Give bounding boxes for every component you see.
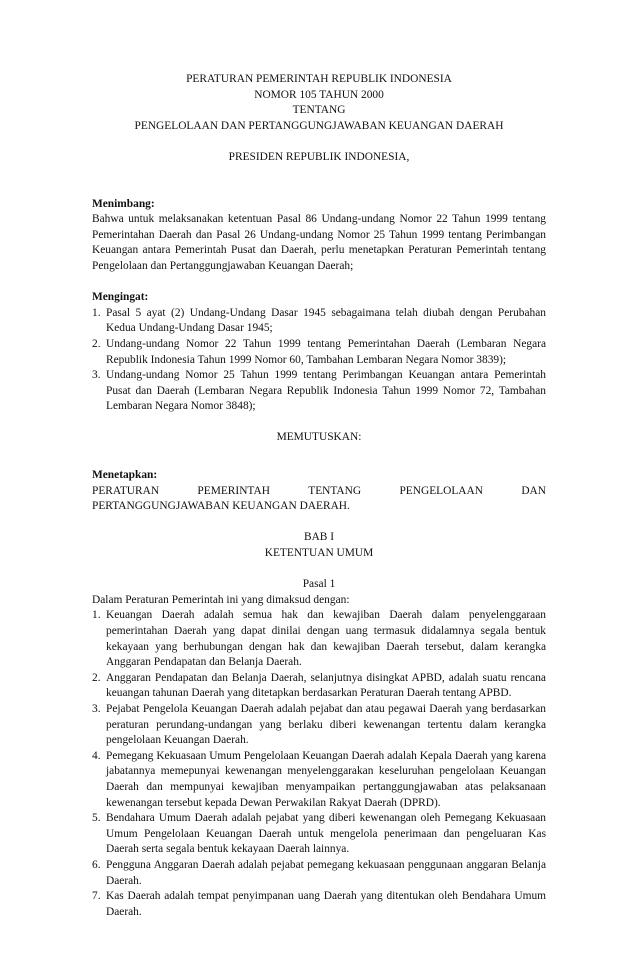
- list-item-text: Anggaran Pendapatan dan Belanja Daerah, selanjutnya disingkat APBD, adalah suatu rencana keuangan tahunan Daerah yang ditetapkan berdasarkan Peraturan Daerah tentang APBD.: [106, 671, 546, 700]
- list-item-text: Pemegang Kekuasaan Umum Pengelolaan Keuangan Daerah adalah Kepala Daerah yang karena jabatannya memepunyai kewenangan menyelenggarakan keseluruhan pengelolaan Keuangan Daerah dan mempunyai kewajiban menyampaikan pertanggungjawaban atas pelaksanaan kewenangan tersebut kepada Dewan Perwakilan Rakyat Daerah (DPRD).: [106, 749, 546, 809]
- list-item: [92, 368, 546, 415]
- list-item-text: Pengguna Anggaran Daerah adalah pejabat pemegang kekuasaan penggunaan anggaran Belanja Daerah.: [106, 858, 546, 887]
- pasal-section: [92, 577, 546, 920]
- title-line: NOMOR 105 TAHUN 2000: [254, 88, 384, 101]
- pasal-list: [92, 608, 546, 920]
- menetapkan-section: [92, 468, 546, 515]
- bab-heading: [92, 530, 546, 561]
- list-item-number: 3.: [92, 702, 101, 715]
- menetapkan-word: PEMERINTAH: [197, 484, 270, 497]
- menimbang-heading: Menimbang:: [92, 197, 155, 210]
- list-item-number: 2.: [92, 671, 101, 684]
- title-line: PERATURAN PEMERINTAH REPUBLIK INDONESIA: [186, 73, 452, 85]
- mengingat-list: [92, 306, 546, 415]
- list-item-number: 7.: [92, 890, 101, 903]
- list-item: [92, 749, 546, 811]
- president-line: PRESIDEN REPUBLIK INDONESIA,: [228, 150, 410, 163]
- list-item-number: 4.: [92, 749, 101, 762]
- menetapkan-heading: Menetapkan:: [92, 469, 158, 482]
- bab-number: BAB I: [303, 531, 335, 544]
- list-item-number: 1.: [92, 306, 101, 319]
- list-item: [92, 337, 546, 368]
- list-item-text: Bendahara Umum Daerah adalah pejabat yang diberi kewenangan oleh Pemegang Kekuasaan Umum Pengelolaan Keuangan Daerah untuk mengelola penerimaan dan pengeluaran Kas Daerah serta segala bentuk kekayaan Daerah lainnya.: [106, 812, 546, 856]
- list-item: [92, 702, 546, 749]
- mengingat-section: [92, 290, 546, 415]
- menetapkan-word: PERATURAN: [92, 484, 160, 497]
- list-item-number: 6.: [92, 858, 101, 871]
- list-item-text: Keuangan Daerah adalah semua hak dan kewajiban Daerah dalam penyelenggaraan pemerintahan Daerah yang dapat dinilai dengan uang termasuk didalamnya segala bentuk kekayaan yang berhubungan dengan hak dan kewajiban Daerah tersebut, dalam kerangka Anggaran Pendapatan dan Belanja Daerah.: [106, 609, 546, 669]
- list-item-text: Undang-undang Nomor 25 Tahun 1999 tentang Perimbangan Keuangan antara Pemerintah Pusat dan Daerah (Lembaran Negara Republik Indonesia Tahun 1999 Nomor 72, Tambahan Lembaran Negara Nomor 3848);: [106, 369, 546, 413]
- list-item-number: 5.: [92, 812, 101, 825]
- document-title: [92, 72, 546, 134]
- pasal-intro: Dalam Peraturan Pemerintah ini yang dimaksud dengan:: [92, 593, 350, 606]
- menetapkan-word: PENGELOLAAN: [399, 484, 483, 497]
- list-item-text: Undang-undang Nomor 22 Tahun 1999 tentang Pemerintahan Daerah (Lembaran Negara Republik Indonesia Tahun 1999 Nomor 60, Tambahan Lembaran Negara Nomor 3839);: [106, 337, 546, 366]
- mengingat-heading: Mengingat:: [92, 291, 149, 304]
- title-line: PENGELOLAAN DAN PERTANGGUNGJAWABAN KEUANGAN DAERAH: [134, 119, 504, 132]
- menetapkan-line-2: PERTANGGUNGJAWABAN KEUANGAN DAERAH.: [92, 500, 350, 513]
- list-item: [92, 811, 546, 858]
- list-item: [92, 671, 546, 702]
- menetapkan-line-1: [92, 484, 546, 500]
- list-item-number: 2.: [92, 337, 101, 350]
- list-item: [92, 608, 546, 670]
- document-page: [92, 72, 546, 920]
- title-line: TENTANG: [292, 104, 346, 117]
- list-item-text: Kas Daerah adalah tempat penyimpanan uang Daerah yang ditentukan oleh Bendahara Umum Daerah.: [106, 890, 546, 918]
- menetapkan-word: DAN: [521, 484, 546, 497]
- list-item-text: Pasal 5 ayat (2) Undang-Undang Dasar 1945 sebagaimana telah diubah dengan Perubahan Kedua Undang-Undang Dasar 1945;: [106, 306, 546, 335]
- list-item-number: 1.: [92, 609, 101, 622]
- list-item: [92, 889, 546, 920]
- menetapkan-word: TENTANG: [308, 484, 362, 497]
- list-item-number: 3.: [92, 369, 101, 382]
- pasal-title: Pasal 1: [302, 578, 336, 591]
- memutuskan-heading: MEMUTUSKAN:: [276, 431, 362, 444]
- list-item: [92, 306, 546, 337]
- list-item-text: Pejabat Pengelola Keuangan Daerah adalah pejabat dan atau pegawai Daerah yang berdasarkan peraturan perundang-undangan yang berlaku diberi kewenangan tertentu dalam kerangka pengelolaan Keuangan Daerah.: [106, 702, 546, 747]
- bab-title: KETENTUAN UMUM: [264, 547, 374, 560]
- list-item: [92, 858, 546, 889]
- menimbang-section: [92, 197, 546, 275]
- menimbang-text: Bahwa untuk melaksanakan ketentuan Pasal 86 Undang-undang Nomor 22 Tahun 1999 tentang Pemerintahan Daerah dan Pasal 26 Undang-undang Nomor 25 Tahun 1999 tentang Perimbangan Keuangan antara Pemerintah Pusat dan Daerah, perlu menetapkan Peraturan Pemerintah tentang Pengelolaan dan Pertanggungjawaban Keuangan Daerah;: [92, 213, 546, 272]
